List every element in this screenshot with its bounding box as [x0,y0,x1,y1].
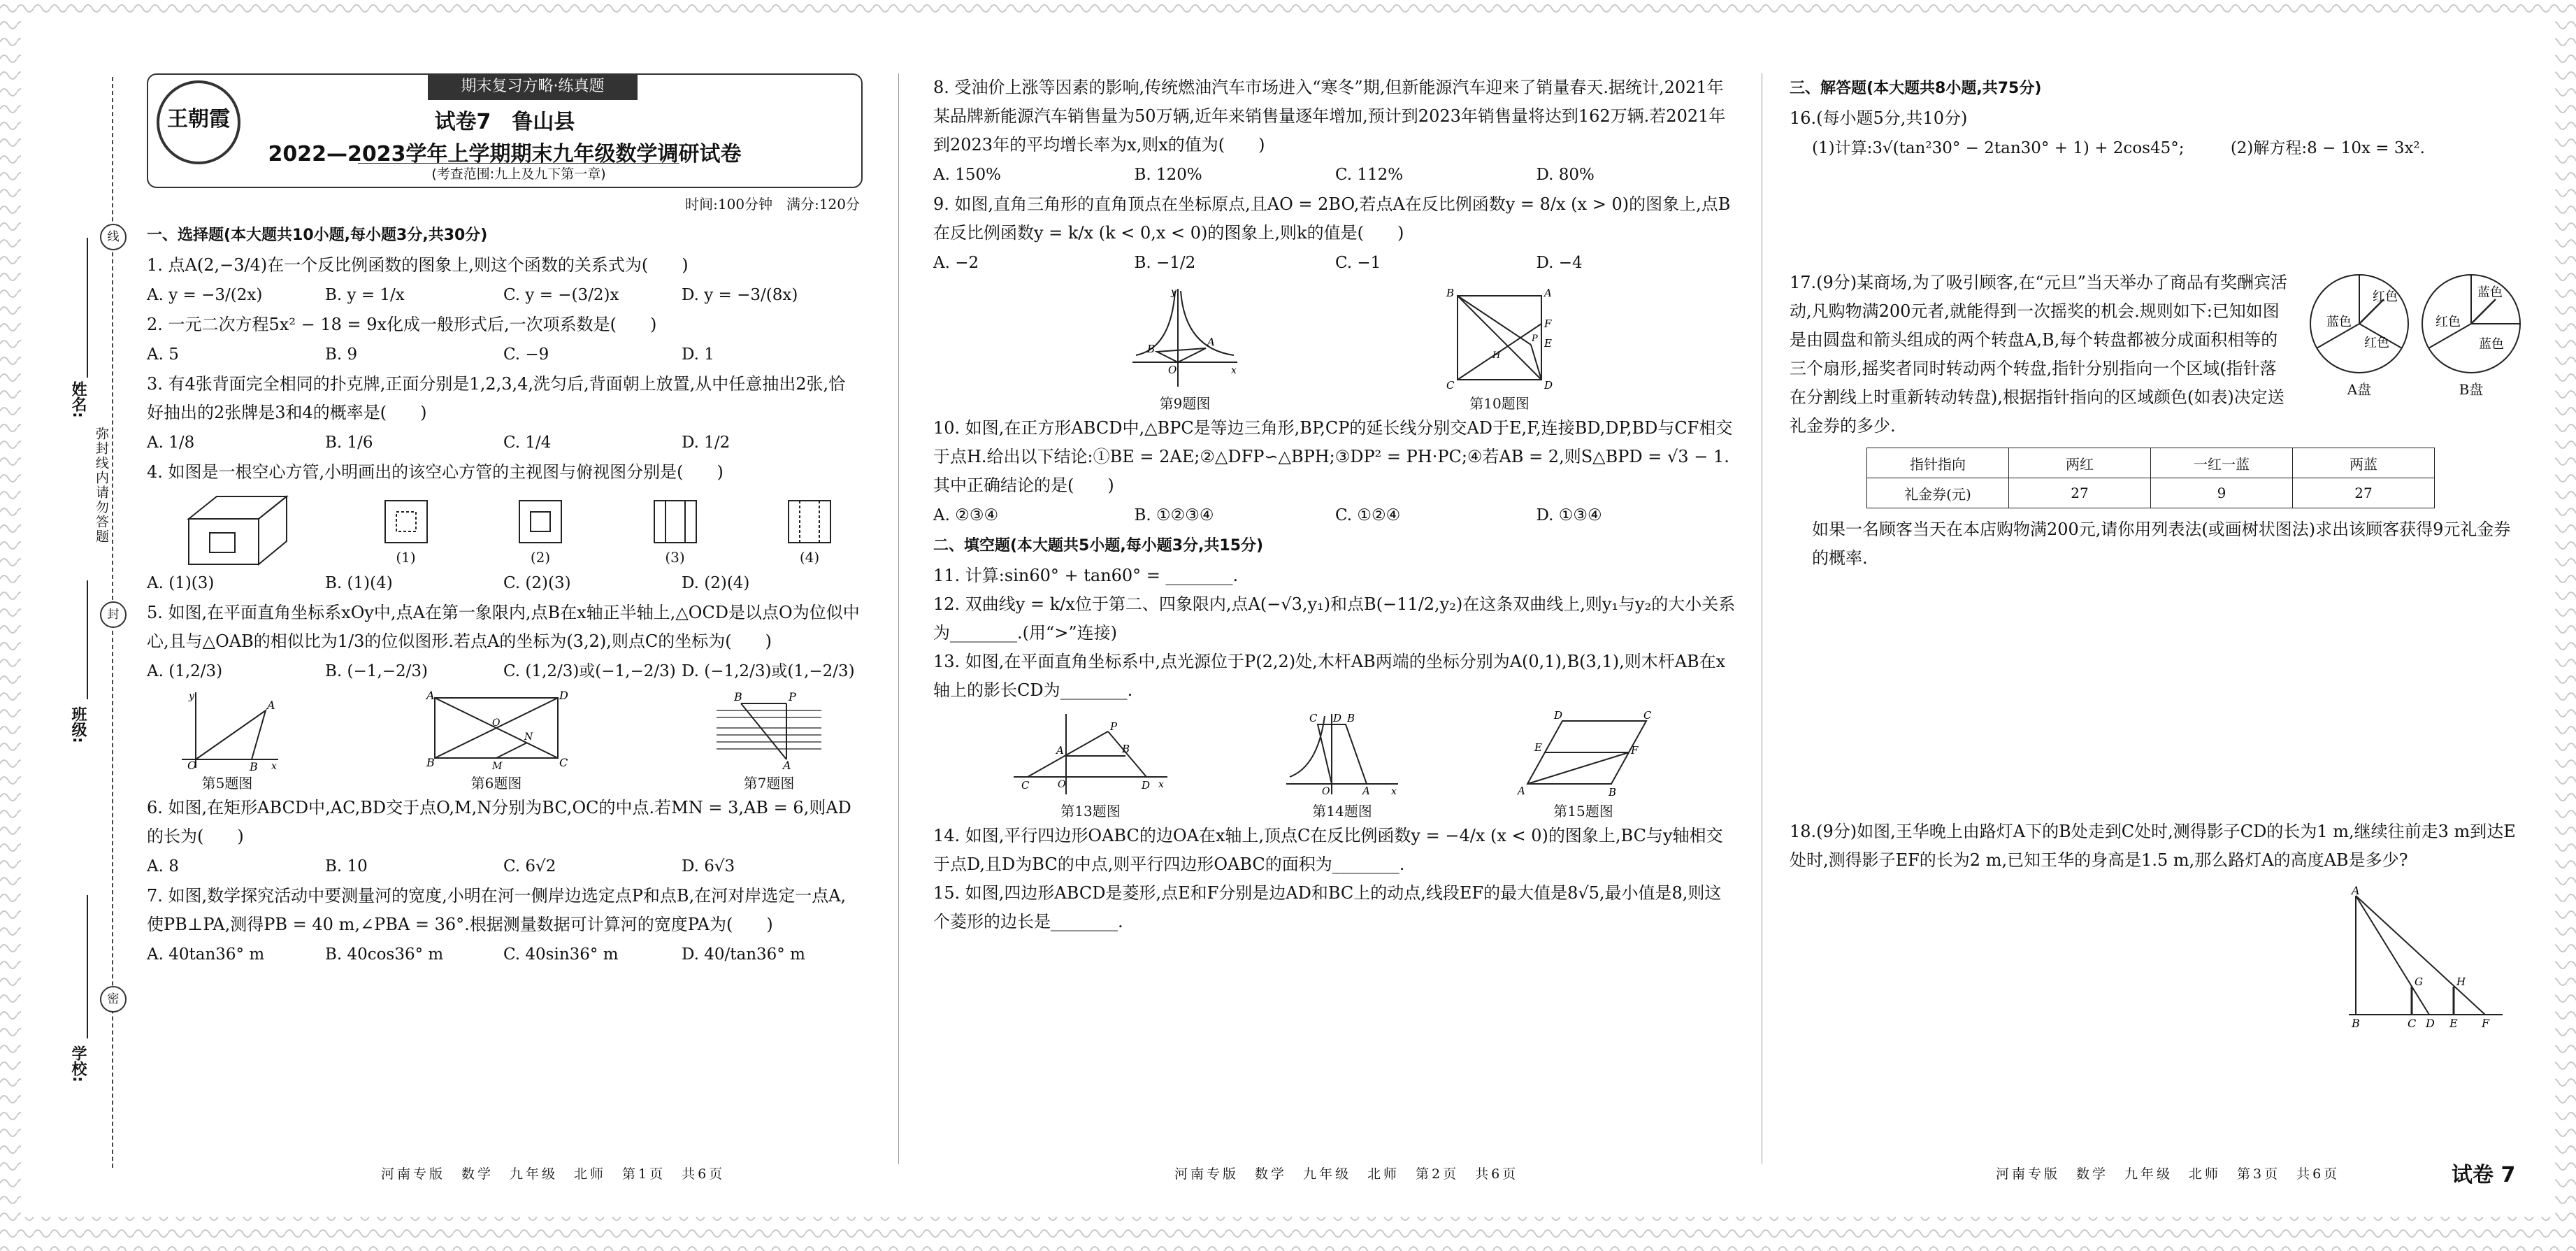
figure-caption: 第6题图 [470,775,522,792]
svg-text:E: E [1544,337,1552,350]
coordinate-triangle-figure [175,689,280,773]
sector-label: 红色 [2373,289,2398,304]
name-field[interactable] [87,238,88,378]
svg-text:A: A [1544,287,1552,299]
question-stem: 6. 如图,在矩形ABCD中,AC,BD交于点O,M,N分别为BC,OC的中点.若MN = 3,AB = 6,则AD的长为( ) [147,798,851,846]
answer-space[interactable] [1790,573,2524,817]
svg-text:D: D [2426,1017,2435,1030]
column-2 [933,73,1737,936]
q17-block [1790,269,2524,441]
figure-q15 [1513,710,1653,822]
option[interactable]: A. (1,2/3) [147,662,223,680]
rectangle-figure [426,689,566,770]
svg-text:D: D [1554,709,1563,722]
question-stem: 7. 如图,数学探究活动中要测量河的宽度,小明在河一侧岸边选定点P和点B,在河对岸选定一点A,使PB⊥PA,测得PB = 40 m,∠PBA = 36°.根据测量数据可计算河的宽度PA为( ) [147,886,847,934]
svg-text:E: E [1534,741,1542,754]
school-label: 学校: [69,1045,87,1082]
option[interactable]: A. ②③④ [933,506,999,524]
exam-time: 时间:100分钟 满分:120分 [685,196,860,213]
option[interactable]: A. (1)(3) [147,574,215,592]
column-1 [147,73,860,970]
table-cell: 一红一蓝 [2151,448,2293,478]
question-stem: 3. 有4张背面完全相同的扑克牌,正面分别是1,2,3,4,洗匀后,背面朝上放置,从中任意抽出2张,恰好抽出的2张牌是3和4的概率是( ) [147,374,846,422]
option[interactable]: D. 40/tan36° m [682,945,805,964]
question-stem: 9. 如图,直角三角形的直角顶点在坐标原点,且AO = 2BO,若点A在反比例函数y = 8/x (x > 0)的图象上,点B在反比例函数y = k/x (k < 0,x < 0)的图象上,则k的值是( ) [933,194,1731,243]
section-title: 二、填空题(本大题共5小题,每小题3分,共15分) [933,537,1264,555]
q16-part-2: (2)解方程:8 − 10x = 3x². [2230,139,2425,157]
svg-text:F: F [2482,1017,2490,1030]
question-stem: 如果一名顾客当天在本店购物满200元,请你用列表法(或画树状图法)求出该顾客获得9元礼金券的概率. [1812,520,2511,568]
spinner-b-disc [2419,271,2524,376]
figure-q4 [147,487,860,568]
options-row [147,656,860,687]
spinner-caption: A盘 [2347,381,2372,398]
option[interactable]: B. 9 [325,345,358,364]
option[interactable]: D. 1/2 [682,434,731,452]
option[interactable]: A. 150% [933,166,1001,184]
options-row [933,248,1737,278]
class-label: 班级: [69,706,87,743]
figure-caption: 第10题图 [1469,395,1530,412]
question-stem: 5. 如图,在平面直角坐标系xOy中,点A在第一象限内,点B在x轴正半轴上,△OCD是以点O为位似中心,且与△OAB的相似比为1/3的位似图形.若点A的坐标为(3,2),则点C的坐标为( ) [147,603,860,651]
figure-q6 [426,689,566,794]
binding-notice: 弥封线内请勿答题 [94,427,109,544]
option[interactable]: D. y = −3/(8x) [682,286,798,304]
svg-text:A: A [1056,744,1064,757]
option[interactable]: A. 8 [147,857,179,875]
svg-text:B: B [2352,1017,2360,1030]
svg-text:D: D [559,689,568,702]
option[interactable]: A. 40tan36° m [147,945,265,964]
hyperbola-figure [1129,285,1241,390]
square-tube-figure [182,491,294,568]
svg-text:D: D [1142,779,1151,792]
svg-text:D: D [1544,379,1553,392]
option[interactable]: B. y = 1/x [325,286,405,304]
options-row [147,851,860,882]
options-row [933,500,1737,531]
view-1 [384,499,429,568]
svg-text:C: C [559,756,568,769]
exam-scope: (考查范围:九上及九下第一章) [358,163,679,183]
option[interactable]: C. ①②④ [1335,506,1401,524]
svg-text:E: E [2449,1017,2458,1030]
figure-caption: 第15题图 [1553,803,1613,820]
figure-q14 [1283,710,1402,822]
view-label: (1) [396,549,416,566]
exam-header [147,73,863,188]
spinner-b [2419,271,2524,441]
svg-text:A: A [2352,884,2360,897]
svg-text:G: G [2415,975,2423,988]
option[interactable]: D. 6√3 [682,857,735,875]
table-cell: 两蓝 [2293,448,2435,478]
figures-q9-q10 [933,278,1737,414]
option[interactable]: D. −4 [1536,254,1583,272]
answer-space[interactable] [1790,164,2524,269]
option[interactable]: B. 1/6 [325,434,373,452]
table-cell: 27 [2009,478,2151,508]
svg-text:y: y [1171,287,1177,298]
svg-text:O: O [1322,786,1330,797]
figures-q5-q7 [147,687,860,794]
sector-label: 红色 [2435,315,2461,329]
spinner-a-disc [2307,271,2412,376]
svg-text:N: N [524,731,533,743]
option[interactable]: C. (2)(3) [503,574,571,592]
svg-text:O: O [1058,779,1066,790]
table-row [1867,448,2435,478]
option[interactable]: D. 80% [1536,166,1595,184]
question-stem: 18.(9分)如图,王华晚上由路灯A下的B处走到C处时,测得影子CD的长为1 m,继续往前走3 m到达E处时,测得影子EF的长为2 m,已知王华的身高是1.5 m,那么路灯A的高度AB是多少? [1790,822,2516,870]
option[interactable]: A. 1/8 [147,434,195,452]
page-footer: 河南专版 数学 九年级 北师 第3页 共6页 [1996,1166,2340,1182]
street-lamp-figure [2342,884,2510,1030]
svg-text:C: C [2408,1017,2417,1030]
option[interactable]: D. (−1,2/3)或(1,−2/3) [682,662,855,680]
svg-text:F: F [1544,317,1552,330]
view-2 [518,499,563,568]
sector-label: 蓝色 [2477,285,2503,300]
table-cell: 27 [2293,478,2435,508]
q16-part-1: (1)计算:3√(tan²30° − 2tan30° + 1) + 2cos45°; [1812,139,2185,157]
svg-text:A: A [783,759,791,772]
svg-text:B: B [1347,712,1355,724]
question-stem: 1. 点A(2,−3/4)在一个反比例函数的图象上,则这个函数的关系式为( ) [147,255,689,275]
option[interactable]: C. (1,2/3)或(−1,−2/3) [503,662,676,680]
q16-parts [1812,133,2524,164]
figure-caption: 第13题图 [1060,803,1121,820]
option[interactable]: C. 1/4 [503,434,552,452]
question-stem: 10. 如图,在正方形ABCD中,△BPC是等边三角形,BP,CP的延长线分别交AD于E,F,连接BD,DP,BD与CF相交于点H.给出以下结论:①BE = 2AE;②△DFP∽△BPH;③DP² = PH·PC;④若AB = 2,则S△BPD = √3 − 1.其中正确结论的是( ) [933,418,1733,495]
svg-text:B: B [426,756,435,769]
fill-question: 12. 双曲线y = k/x位于第二、四象限内,点A(−√3,y₁)和点B(−11/2,y₂)在这条双曲线上,则y₁与y₂的大小关系为________.(用“>”连接) [933,594,1736,643]
svg-text:C: C [1309,712,1318,724]
exam-number-mark: 试卷 7 [2452,1163,2516,1187]
svg-text:B: B [1609,786,1617,799]
view-label: (2) [530,549,551,566]
fill-question: 14. 如图,平行四边形OABC的边OA在x轴上,顶点C在反比例函数y = −4/x (x < 0)的图象上,BC与y轴相交于点D,且D为BC的中点,则平行四边形OABC的面积为________. [933,826,1723,874]
option[interactable]: B. (1)(4) [325,574,393,592]
view-4 [787,499,832,568]
exam-title: 试卷7 鲁山县 [434,110,575,134]
option[interactable]: D. (2)(4) [682,574,750,592]
class-field[interactable] [87,580,88,699]
svg-text:H: H [1492,350,1501,361]
question-head: 16.(每小题5分,共10分) [1790,108,1968,128]
svg-text:P: P [1532,334,1538,344]
figure-q13 [1010,710,1171,822]
svg-text:y: y [189,691,194,702]
question-stem: 2. 一元二次方程5x² − 18 = 9x化成一般形式后,一次项系数是( ) [147,315,657,334]
svg-text:A: A [1518,785,1525,797]
svg-text:P: P [789,690,796,703]
header-tag: 期末复习方略·练真题 [428,73,638,100]
options-row [147,427,860,458]
svg-text:A: A [1207,336,1215,348]
option[interactable]: A. 5 [147,345,179,364]
option[interactable]: B. 40cos36° m [325,945,444,964]
page-footer: 河南专版 数学 九年级 北师 第1页 共6页 [381,1166,726,1182]
rhombus-figure [1513,710,1653,798]
question-stem: 4. 如图是一根空心方管,小明画出的该空心方管的主视图与俯视图分别是( ) [147,462,724,482]
svg-text:A: A [267,699,275,712]
option[interactable]: C. 40sin36° m [503,945,619,964]
option[interactable]: C. −1 [1335,254,1381,272]
question-stem: 17.(9分)某商场,为了吸引顾客,在“元旦”当天举办了商品有奖酬宾活动,凡购物满200元者,就能得到一次摇奖的机会.规则如下:已知如图是由圆盘和箭头组成的两个转盘A,B,每个转盘都被分成面积相等的三个扇形,摇奖者同时转动两个转盘,指针分别指向一个区域(指针落在分割线上时重新转动转盘),根据指针指向的区域颜色(如表)决定送礼金券的多少. [1790,273,2287,436]
svg-text:x: x [1231,365,1237,376]
option[interactable]: B. ①②③④ [1134,506,1214,524]
publisher-logo: 王朝霞 [157,80,240,164]
prize-table [1866,448,2435,508]
option[interactable]: B. (−1,−2/3) [325,662,428,680]
svg-text:F: F [1631,744,1639,757]
svg-text:B: B [1147,343,1156,355]
sector-label: 蓝色 [2479,337,2504,352]
svg-text:x: x [1391,786,1397,797]
column-3 [1790,73,2524,1029]
seal-mark-line: 线 [100,224,127,250]
svg-text:x: x [271,761,277,772]
option[interactable]: C. −9 [503,345,549,364]
option[interactable]: B. −1/2 [1134,254,1196,272]
svg-text:B: B [1122,743,1130,755]
square-figure [1444,285,1555,390]
svg-text:P: P [1110,720,1118,733]
section-title: 一、选择题(本大题共10小题,每小题3分,共30分) [147,227,488,244]
view-label: (4) [799,549,820,566]
svg-text:H: H [2456,975,2466,988]
options-row [147,568,860,599]
option[interactable]: C. y = −(3/2)x [503,286,619,304]
option[interactable]: A. −2 [933,254,979,272]
river-figure [713,689,825,770]
parallelogram-hyperbola-figure [1283,710,1402,798]
question-stem: 8. 受油价上涨等因素的影响,传统燃油汽车市场进入“寒冬”期,但新能源汽车迎来了销量春天.据统计,2021年某品牌新能源汽车销售量为50万辆,近年来销售量逐年增加,预计到2023年销售量将达到162万辆.若2021年到2023年的平均增长率为x,则x的值为( ) [933,78,1726,155]
name-label: 姓名: [69,381,87,418]
svg-text:C: C [1446,379,1455,392]
svg-text:B: B [1446,287,1455,299]
sector-label: 红色 [2364,336,2389,350]
svg-text:C: C [1021,779,1030,792]
figure-q7 [713,689,825,794]
table-cell: 指针指向 [1867,448,2009,478]
svg-text:B: B [734,690,742,703]
svg-text:O: O [492,717,501,729]
option[interactable]: D. 1 [682,345,714,364]
svg-text:B: B [250,760,258,773]
figure-q10 [1444,285,1555,414]
page-footer: 河南专版 数学 九年级 北师 第2页 共6页 [1174,1166,1519,1182]
table-cell: 两红 [2009,448,2151,478]
option[interactable]: C. 112% [1335,166,1404,184]
view-label: (3) [665,549,685,566]
fill-question: 13. 如图,在平面直角坐标系中,点光源位于P(2,2)处,木杆AB两端的坐标分别为A(0,1),B(3,1),则木杆AB在x轴上的影长CD为________. [933,652,1726,700]
option[interactable]: B. 120% [1134,166,1202,184]
view-3 [653,499,698,568]
fill-question: 15. 如图,四边形ABCD是菱形,点E和F分别是边AD和BC上的动点,线段EF的最大值是8√5,最小值是8,则这个菱形的边长是________. [933,883,1722,931]
seal-mark-seal: 封 [100,601,127,628]
table-cell: 礼金券(元) [1867,478,2009,508]
svg-text:A: A [426,689,435,702]
option[interactable]: D. ①③④ [1536,506,1602,524]
svg-text:O: O [187,759,197,772]
option[interactable]: A. y = −3/(2x) [147,286,263,304]
options-row [147,939,860,970]
options-row [933,159,1737,190]
svg-text:M: M [492,761,503,772]
spinner-a [2307,271,2412,441]
svg-text:O: O [1168,364,1177,376]
school-field[interactable] [87,895,88,1038]
seal-mark-secret: 密 [100,986,127,1013]
svg-text:D: D [1333,712,1342,724]
option[interactable]: C. 6√2 [503,857,556,875]
svg-text:A: A [1362,785,1370,797]
figures-q13-q15 [933,705,1737,822]
figure-caption: 第14题图 [1312,803,1372,820]
options-row [147,280,860,310]
sector-label: 蓝色 [2326,315,2352,329]
option[interactable]: B. 10 [325,857,368,875]
light-shadow-figure [1010,710,1171,798]
section-title: 三、解答题(本大题共8小题,共75分) [1790,80,2042,97]
spinner-caption: B盘 [2459,381,2484,398]
svg-text:C: C [1643,709,1652,722]
options-row [147,339,860,370]
fill-question: 11. 计算:sin60° + tan60° = ________. [933,566,1239,585]
table-cell: 9 [2151,478,2293,508]
table-row [1867,478,2435,508]
figure-caption: 第5题图 [201,775,253,792]
figure-q9 [1129,285,1241,414]
spinners [2307,269,2524,441]
figure-q5 [175,689,280,794]
column-divider [898,73,899,1164]
figure-q18 [1790,875,2524,1029]
figure-caption: 第9题图 [1159,395,1211,412]
figure-caption: 第7题图 [743,775,795,792]
exam-subtitle: 2022—2023学年上学期期末九年级数学调研试卷 [268,142,742,166]
svg-text:x: x [1158,779,1164,790]
